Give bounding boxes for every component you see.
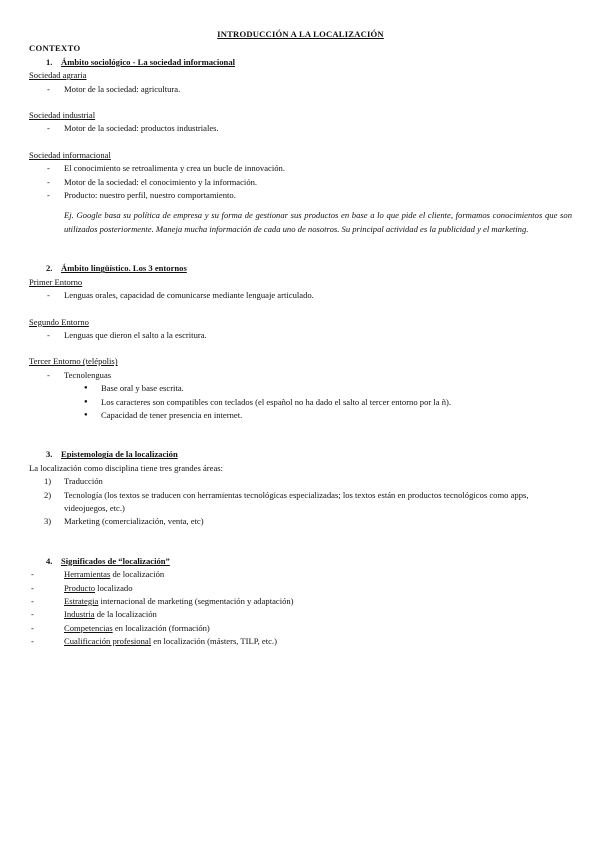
subheading-sociedad-industrial: Sociedad industrial: [29, 110, 96, 121]
list-item: - Motor de la sociedad: el conocimiento y la información.: [29, 176, 572, 189]
list-primer-entorno: [29, 289, 572, 302]
term-rest: de la localización: [94, 609, 157, 620]
section-2-heading: [29, 262, 572, 275]
term-rest: en localización (formación): [112, 622, 210, 633]
list-item: - Lenguas que dieron el salto a la escritura.: [29, 329, 572, 342]
term-underlined: Producto: [64, 582, 96, 593]
numbered-item: [29, 489, 572, 516]
section-3-title: Epistemología de la localización: [61, 449, 178, 460]
list-item: [29, 595, 572, 608]
list-item: - El conocimiento se retroalimenta y crea un bucle de innovación.: [29, 162, 572, 175]
list-item: - Lenguas orales, capacidad de comunicarse mediante lenguaje articulado.: [29, 289, 572, 302]
example-paragraph: Ej. Google basa su política de empresa y su forma de gestionar sus productos en base a lo que pide el cliente, formamos conocimientos que son utilizados posteriormente. Maneja mucha información de cada uno de nosotros. Su principal actividad es la publicidad y el marketing.: [64, 210, 572, 234]
term-underlined: Competencias: [64, 622, 113, 633]
list-item: - Motor de la sociedad: agricultura.: [29, 83, 572, 96]
item-number: 2): [44, 489, 52, 500]
section-2-number: 2.: [46, 263, 53, 274]
list-significados: [29, 568, 572, 648]
list-tecnolenguas: [29, 382, 572, 422]
list-item: [29, 568, 572, 581]
context-heading: CONTEXTO: [29, 43, 81, 54]
document-page: [29, 28, 572, 649]
term-underlined: Estrategia: [64, 596, 99, 606]
subheading-tercer-entorno: Tercer Entorno (telépolis): [29, 356, 118, 367]
list-industrial: [29, 122, 572, 135]
list-item: [29, 622, 572, 635]
section-4-number: 4.: [46, 555, 53, 566]
numbered-item: [29, 515, 572, 528]
numbered-item: [29, 475, 572, 488]
bullet-item: ● Los caracteres son compatibles con teclados (el español no ha dado el salto al tercer entorno por la ñ).: [29, 396, 572, 409]
bullet-item: ● Base oral y base escrita.: [29, 382, 572, 395]
term-rest: de localización: [110, 569, 165, 580]
section-1-heading: [29, 56, 572, 69]
item-number: 1): [44, 476, 52, 487]
section-3-heading: [29, 448, 572, 461]
section-4-heading: [29, 555, 572, 568]
list-item: [29, 635, 572, 648]
section-3-intro: La localización como disciplina tiene tres grandes áreas:: [29, 462, 223, 473]
list-item: - Motor de la sociedad: productos industriales.: [29, 122, 572, 135]
item-text: Traducción: [64, 476, 103, 487]
section-4-title: Significados de “localización”: [61, 555, 170, 566]
section-2-title: Ámbito lingüístico. Los 3 entornos: [61, 263, 187, 274]
list-informacional: [29, 162, 572, 202]
term-underlined: Cualificación profesional: [64, 636, 152, 647]
list-item: - Tecnolenguas: [29, 369, 572, 382]
list-areas: [29, 475, 572, 529]
document-title: INTRODUCCIÓN A LA LOCALIZACIÓN: [217, 29, 384, 39]
subheading-primer-entorno: Primer Entorno: [29, 276, 83, 287]
term-underlined: Industria: [64, 609, 95, 620]
list-segundo-entorno: [29, 329, 572, 342]
list-agraria: [29, 83, 572, 96]
list-item: - Producto: nuestro perfil, nuestro comportamiento.: [29, 189, 572, 202]
item-text: Marketing (comercialización, venta, etc): [64, 516, 204, 527]
term-rest: localizado: [95, 582, 133, 593]
list-item: [29, 608, 572, 621]
subheading-sociedad-agraria: Sociedad agraria: [29, 70, 87, 81]
subheading-segundo-entorno: Segundo Entorno: [29, 316, 89, 327]
term-underlined: Herramientas: [64, 569, 111, 580]
item-number: 3): [44, 516, 52, 527]
term-rest: en localización (másters, TILP, etc.): [151, 636, 277, 647]
section-1-title: Ámbito sociológico - La sociedad informacional: [61, 56, 236, 67]
bullet-item: ● Capacidad de tener presencia en internet.: [29, 409, 572, 422]
list-item: [29, 582, 572, 595]
section-3-number: 3.: [46, 449, 53, 460]
section-1-number: 1.: [46, 56, 53, 67]
item-text: Tecnología (los textos se traducen con herramientas tecnológicas especializadas; los textos están en productos tecnológicos como apps, videojuegos, etc.): [64, 489, 529, 513]
term-rest: internacional de marketing (segmentación y adaptación): [98, 596, 294, 606]
list-tercer-entorno: [29, 369, 572, 382]
subheading-sociedad-informacional: Sociedad informacional: [29, 149, 111, 160]
